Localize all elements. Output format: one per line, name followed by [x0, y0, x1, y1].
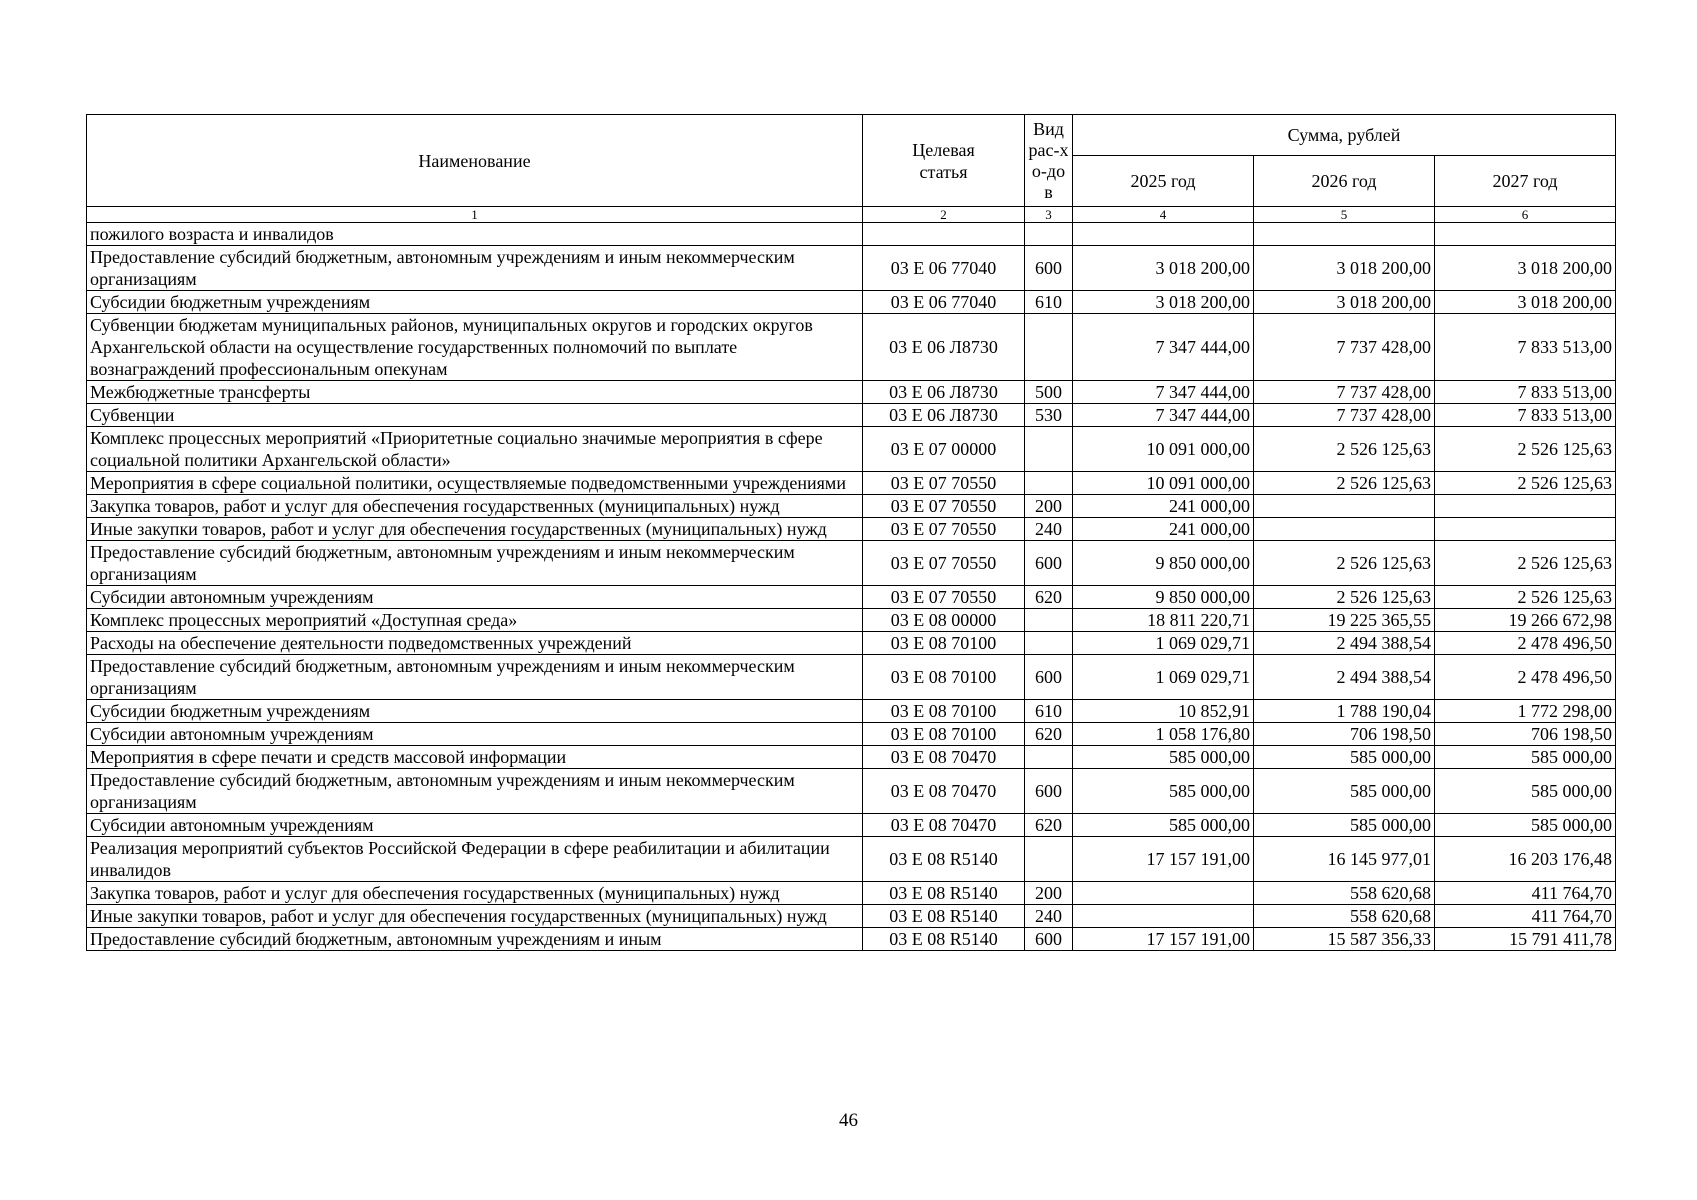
- cell-amount-2027: 16 203 176,48: [1435, 837, 1616, 882]
- cell-amount-2026: 2 526 125,63: [1254, 472, 1435, 495]
- cell-amount-2027: 585 000,00: [1435, 746, 1616, 769]
- cell-amount-2025: 1 069 029,71: [1073, 632, 1254, 655]
- cell-target-article: 03 Е 07 00000: [863, 427, 1025, 472]
- table-row: [87, 882, 1616, 905]
- header-expense-kind-text: Вид рас-хо-дов: [1028, 118, 1069, 202]
- cell-amount-2026: 3 018 200,00: [1254, 246, 1435, 291]
- cell-amount-2025: [1073, 905, 1254, 928]
- table-row: [87, 518, 1616, 541]
- cell-target-article: 03 Е 07 70550: [863, 518, 1025, 541]
- header-year-2026: 2026 год: [1254, 156, 1435, 207]
- table-row: [87, 837, 1616, 882]
- cell-amount-2025: 9 850 000,00: [1073, 541, 1254, 586]
- cell-expense-kind: 600: [1025, 246, 1073, 291]
- cell-expense-kind: 240: [1025, 905, 1073, 928]
- table-row: [87, 381, 1616, 404]
- cell-target-article: 03 Е 08 R5140: [863, 837, 1025, 882]
- table-row: [87, 632, 1616, 655]
- cell-expense-kind: 600: [1025, 769, 1073, 814]
- cell-amount-2025: 585 000,00: [1073, 769, 1254, 814]
- cell-amount-2027: 2 526 125,63: [1435, 586, 1616, 609]
- cell-expense-kind: [1025, 837, 1073, 882]
- cell-amount-2025: 585 000,00: [1073, 746, 1254, 769]
- table-body: [87, 223, 1616, 951]
- cell-target-article: 03 Е 07 70550: [863, 472, 1025, 495]
- cell-target-article: 03 Е 06 77040: [863, 246, 1025, 291]
- cell-amount-2025: 17 157 191,00: [1073, 837, 1254, 882]
- column-number: 3: [1025, 207, 1073, 223]
- cell-amount-2027: 411 764,70: [1435, 905, 1616, 928]
- table-row: [87, 769, 1616, 814]
- cell-amount-2027: [1435, 495, 1616, 518]
- table-row: [87, 223, 1616, 246]
- cell-amount-2025: 10 852,91: [1073, 700, 1254, 723]
- cell-amount-2025: 3 018 200,00: [1073, 246, 1254, 291]
- cell-amount-2026: 2 526 125,63: [1254, 541, 1435, 586]
- page-number: 46: [839, 1110, 858, 1131]
- cell-target-article: 03 Е 06 Л8730: [863, 381, 1025, 404]
- cell-target-article: 03 Е 06 Л8730: [863, 404, 1025, 427]
- cell-target-article: 03 Е 08 R5140: [863, 882, 1025, 905]
- cell-amount-2025: 585 000,00: [1073, 814, 1254, 837]
- cell-amount-2026: 585 000,00: [1254, 769, 1435, 814]
- cell-name: Межбюджетные трансферты: [87, 381, 863, 404]
- cell-amount-2026: [1254, 223, 1435, 246]
- cell-amount-2025: 7 347 444,00: [1073, 314, 1254, 381]
- cell-target-article: 03 Е 08 70470: [863, 769, 1025, 814]
- cell-expense-kind: 620: [1025, 723, 1073, 746]
- cell-target-article: 03 Е 07 70550: [863, 495, 1025, 518]
- cell-amount-2025: 10 091 000,00: [1073, 472, 1254, 495]
- cell-expense-kind: [1025, 472, 1073, 495]
- cell-amount-2026: 7 737 428,00: [1254, 314, 1435, 381]
- cell-amount-2027: 7 833 513,00: [1435, 314, 1616, 381]
- cell-amount-2026: 558 620,68: [1254, 905, 1435, 928]
- table-row: [87, 495, 1616, 518]
- cell-name: Предоставление субсидий бюджетным, автономным учреждениям и иным некоммерческим организациям: [87, 541, 863, 586]
- cell-amount-2025: 241 000,00: [1073, 495, 1254, 518]
- cell-expense-kind: [1025, 746, 1073, 769]
- header-target-article: [863, 115, 1025, 207]
- cell-amount-2025: 9 850 000,00: [1073, 586, 1254, 609]
- cell-amount-2025: 1 058 176,80: [1073, 723, 1254, 746]
- cell-name: Реализация мероприятий субъектов Российской Федерации в сфере реабилитации и абилитации инвалидов: [87, 837, 863, 882]
- cell-name: Предоставление субсидий бюджетным, автономным учреждениям и иным некоммерческим организациям: [87, 769, 863, 814]
- cell-name: Предоставление субсидий бюджетным, автономным учреждениям и иным некоммерческим организациям: [87, 655, 863, 700]
- cell-amount-2027: 2 478 496,50: [1435, 655, 1616, 700]
- cell-name: Субсидии автономным учреждениям: [87, 723, 863, 746]
- cell-amount-2027: 3 018 200,00: [1435, 291, 1616, 314]
- cell-expense-kind: 620: [1025, 814, 1073, 837]
- cell-amount-2027: 585 000,00: [1435, 814, 1616, 837]
- cell-name: Субвенции бюджетам муниципальных районов, муниципальных округов и городских округов Архангельской области на осуществление государственных полномочий по выплате вознаграждений профессиональным опекунам: [87, 314, 863, 381]
- cell-target-article: 03 Е 07 70550: [863, 586, 1025, 609]
- cell-amount-2027: 1 772 298,00: [1435, 700, 1616, 723]
- cell-amount-2025: [1073, 882, 1254, 905]
- table-row: [87, 427, 1616, 472]
- column-number: 4: [1073, 207, 1254, 223]
- cell-name: Субвенции: [87, 404, 863, 427]
- cell-name: Комплекс процессных мероприятий «Приоритетные социально значимые мероприятия в сфере социальной политики Архангельской области»: [87, 427, 863, 472]
- table-row: [87, 609, 1616, 632]
- cell-target-article: 03 Е 06 77040: [863, 291, 1025, 314]
- cell-expense-kind: [1025, 427, 1073, 472]
- table-row: [87, 905, 1616, 928]
- table-row: [87, 700, 1616, 723]
- cell-name: Мероприятия в сфере печати и средств массовой информации: [87, 746, 863, 769]
- cell-amount-2025: 241 000,00: [1073, 518, 1254, 541]
- cell-amount-2025: 1 069 029,71: [1073, 655, 1254, 700]
- cell-amount-2027: 411 764,70: [1435, 882, 1616, 905]
- cell-amount-2027: 585 000,00: [1435, 769, 1616, 814]
- cell-amount-2027: 7 833 513,00: [1435, 381, 1616, 404]
- cell-expense-kind: [1025, 609, 1073, 632]
- cell-target-article: 03 Е 08 00000: [863, 609, 1025, 632]
- cell-amount-2025: [1073, 223, 1254, 246]
- table-row: [87, 291, 1616, 314]
- table-row: [87, 541, 1616, 586]
- cell-name: Расходы на обеспечение деятельности подведомственных учреждений: [87, 632, 863, 655]
- cell-amount-2027: 2 526 125,63: [1435, 541, 1616, 586]
- cell-amount-2025: 17 157 191,00: [1073, 928, 1254, 951]
- cell-target-article: 03 Е 08 70100: [863, 700, 1025, 723]
- cell-amount-2027: 15 791 411,78: [1435, 928, 1616, 951]
- table-row: [87, 472, 1616, 495]
- table-row: [87, 723, 1616, 746]
- table-row: [87, 655, 1616, 700]
- cell-amount-2026: 585 000,00: [1254, 746, 1435, 769]
- cell-target-article: 03 Е 08 70470: [863, 746, 1025, 769]
- cell-name: пожилого возраста и инвалидов: [87, 223, 863, 246]
- cell-amount-2027: [1435, 518, 1616, 541]
- cell-name: Субсидии автономным учреждениям: [87, 586, 863, 609]
- cell-expense-kind: [1025, 223, 1073, 246]
- cell-amount-2027: 706 198,50: [1435, 723, 1616, 746]
- table-row: [87, 586, 1616, 609]
- cell-expense-kind: 200: [1025, 495, 1073, 518]
- cell-name: Субсидии автономным учреждениям: [87, 814, 863, 837]
- cell-expense-kind: [1025, 632, 1073, 655]
- cell-amount-2026: 3 018 200,00: [1254, 291, 1435, 314]
- cell-target-article: 03 Е 08 R5140: [863, 905, 1025, 928]
- cell-expense-kind: 610: [1025, 700, 1073, 723]
- cell-target-article: 03 Е 08 70470: [863, 814, 1025, 837]
- cell-name: Закупка товаров, работ и услуг для обеспечения государственных (муниципальных) нужд: [87, 495, 863, 518]
- cell-expense-kind: 600: [1025, 928, 1073, 951]
- cell-name: Закупка товаров, работ и услуг для обеспечения государственных (муниципальных) нужд: [87, 882, 863, 905]
- header-target-article-text: Целевая статья: [912, 139, 975, 182]
- cell-amount-2026: [1254, 495, 1435, 518]
- table-row: [87, 814, 1616, 837]
- cell-amount-2026: 1 788 190,04: [1254, 700, 1435, 723]
- header-year-2027: 2027 год: [1435, 156, 1616, 207]
- cell-expense-kind: 610: [1025, 291, 1073, 314]
- cell-expense-kind: [1025, 314, 1073, 381]
- table-row: [87, 246, 1616, 291]
- table-row: [87, 314, 1616, 381]
- cell-amount-2027: [1435, 223, 1616, 246]
- cell-amount-2026: 2 494 388,54: [1254, 632, 1435, 655]
- cell-name: Комплекс процессных мероприятий «Доступная среда»: [87, 609, 863, 632]
- cell-amount-2025: 18 811 220,71: [1073, 609, 1254, 632]
- cell-amount-2027: 3 018 200,00: [1435, 246, 1616, 291]
- cell-target-article: 03 Е 07 70550: [863, 541, 1025, 586]
- cell-name: Субсидии бюджетным учреждениям: [87, 700, 863, 723]
- cell-expense-kind: 600: [1025, 541, 1073, 586]
- header-name: Наименование: [87, 115, 863, 207]
- cell-amount-2026: 706 198,50: [1254, 723, 1435, 746]
- header-year-2025: 2025 год: [1073, 156, 1254, 207]
- cell-amount-2026: 2 526 125,63: [1254, 586, 1435, 609]
- cell-target-article: 03 Е 08 70100: [863, 655, 1025, 700]
- column-number: 5: [1254, 207, 1435, 223]
- table-row: [87, 928, 1616, 951]
- table-row: [87, 746, 1616, 769]
- cell-amount-2026: 585 000,00: [1254, 814, 1435, 837]
- cell-expense-kind: 240: [1025, 518, 1073, 541]
- cell-target-article: 03 Е 08 R5140: [863, 928, 1025, 951]
- header-sum: Сумма, рублей: [1073, 115, 1616, 156]
- cell-expense-kind: 620: [1025, 586, 1073, 609]
- cell-expense-kind: 530: [1025, 404, 1073, 427]
- column-number-row: [87, 207, 1616, 223]
- cell-amount-2025: 7 347 444,00: [1073, 381, 1254, 404]
- cell-amount-2026: 558 620,68: [1254, 882, 1435, 905]
- cell-expense-kind: 200: [1025, 882, 1073, 905]
- cell-amount-2027: 2 526 125,63: [1435, 472, 1616, 495]
- cell-name: Предоставление субсидий бюджетным, автономным учреждениям и иным: [87, 928, 863, 951]
- cell-amount-2026: 7 737 428,00: [1254, 404, 1435, 427]
- cell-amount-2027: 19 266 672,98: [1435, 609, 1616, 632]
- cell-name: Предоставление субсидий бюджетным, автономным учреждениям и иным некоммерческим организациям: [87, 246, 863, 291]
- cell-name: Субсидии бюджетным учреждениям: [87, 291, 863, 314]
- table-header: [87, 115, 1616, 223]
- budget-table: [86, 114, 1616, 951]
- cell-name: Иные закупки товаров, работ и услуг для обеспечения государственных (муниципальных) нужд: [87, 905, 863, 928]
- cell-target-article: [863, 223, 1025, 246]
- cell-amount-2025: 10 091 000,00: [1073, 427, 1254, 472]
- cell-target-article: 03 Е 08 70100: [863, 632, 1025, 655]
- cell-amount-2026: 7 737 428,00: [1254, 381, 1435, 404]
- cell-amount-2026: 15 587 356,33: [1254, 928, 1435, 951]
- cell-amount-2026: 2 494 388,54: [1254, 655, 1435, 700]
- column-number: 2: [863, 207, 1025, 223]
- cell-expense-kind: 600: [1025, 655, 1073, 700]
- column-number: 6: [1435, 207, 1616, 223]
- table-row: [87, 404, 1616, 427]
- column-number: 1: [87, 207, 863, 223]
- cell-amount-2026: 16 145 977,01: [1254, 837, 1435, 882]
- cell-amount-2026: 19 225 365,55: [1254, 609, 1435, 632]
- header-expense-kind: [1025, 115, 1073, 207]
- cell-amount-2025: 7 347 444,00: [1073, 404, 1254, 427]
- cell-target-article: 03 Е 06 Л8730: [863, 314, 1025, 381]
- cell-amount-2026: 2 526 125,63: [1254, 427, 1435, 472]
- cell-expense-kind: 500: [1025, 381, 1073, 404]
- cell-name: Иные закупки товаров, работ и услуг для обеспечения государственных (муниципальных) нужд: [87, 518, 863, 541]
- cell-amount-2027: 2 526 125,63: [1435, 427, 1616, 472]
- cell-amount-2025: 3 018 200,00: [1073, 291, 1254, 314]
- budget-page: [86, 114, 1615, 951]
- cell-amount-2026: [1254, 518, 1435, 541]
- cell-amount-2027: 2 478 496,50: [1435, 632, 1616, 655]
- cell-name: Мероприятия в сфере социальной политики, осуществляемые подведомственными учреждениями: [87, 472, 863, 495]
- cell-amount-2027: 7 833 513,00: [1435, 404, 1616, 427]
- cell-target-article: 03 Е 08 70100: [863, 723, 1025, 746]
